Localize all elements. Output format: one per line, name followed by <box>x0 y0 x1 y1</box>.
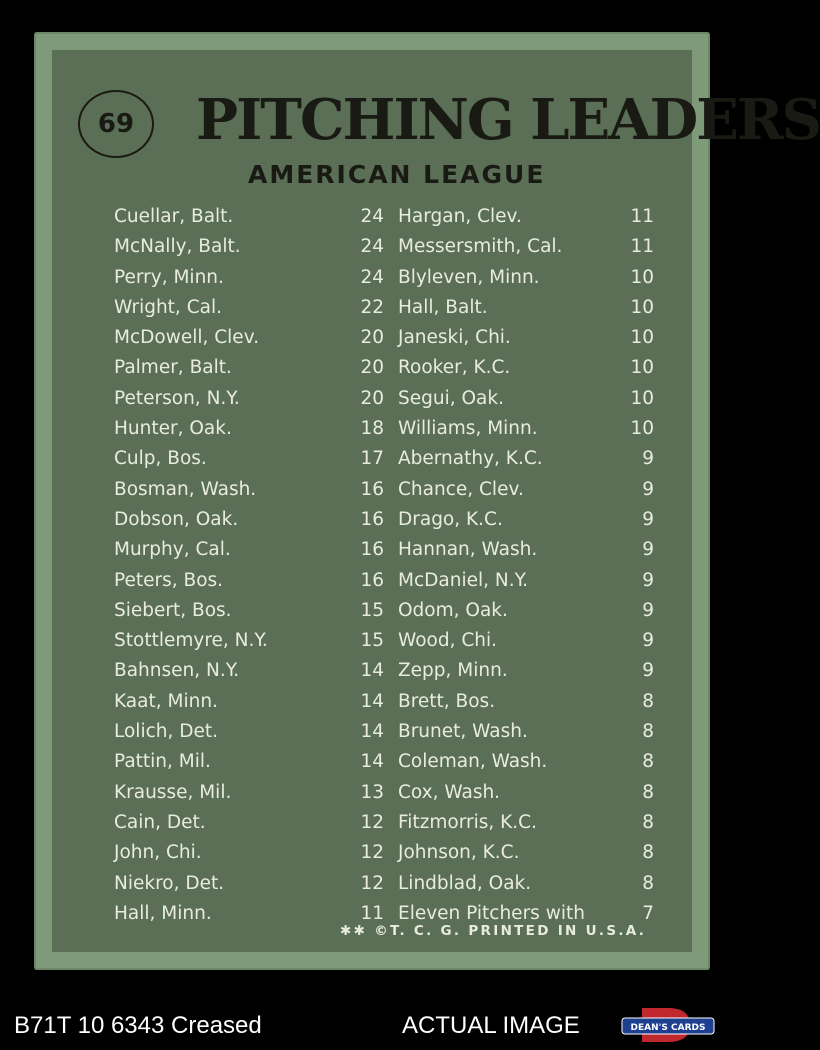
leader-row <box>114 570 674 600</box>
right-pitcher-name: Fitzmorris, K.C. <box>398 811 537 833</box>
left-pitcher-wins: 14 <box>360 721 384 743</box>
logo-text: DEAN'S CARDS <box>630 1023 706 1033</box>
right-pitcher-wins: 9 <box>642 539 654 561</box>
card-number: 69 <box>78 90 154 158</box>
right-pitcher-name: Cox, Wash. <box>398 781 501 803</box>
left-pitcher-wins: 16 <box>360 539 384 561</box>
left-pitcher-name: Peters, Bos. <box>114 569 224 591</box>
left-pitcher-name: Bahnsen, N.Y. <box>114 660 240 682</box>
leader-row <box>114 600 674 630</box>
leader-row <box>114 782 674 812</box>
right-pitcher-name: Brett, Bos. <box>398 690 496 712</box>
item-code-caption: B71T 10 6343 Creased <box>14 1012 262 1039</box>
left-pitcher-wins: 20 <box>360 357 384 379</box>
left-pitcher-wins: 20 <box>360 387 384 409</box>
left-pitcher-name: Niekro, Det. <box>114 872 225 894</box>
right-pitcher-wins: 11 <box>630 236 654 258</box>
left-pitcher-name: Krausse, Mil. <box>114 781 232 803</box>
right-pitcher-name: Lindblad, Oak. <box>398 872 532 894</box>
left-pitcher-name: Culp, Bos. <box>114 448 207 470</box>
right-pitcher-name: Odom, Oak. <box>398 599 508 621</box>
right-pitcher-wins: 10 <box>630 266 654 288</box>
leader-row <box>114 267 674 297</box>
right-pitcher-wins: 9 <box>642 448 654 470</box>
right-pitcher-wins: 8 <box>642 690 654 712</box>
left-pitcher-name: Kaat, Minn. <box>114 690 218 712</box>
right-pitcher-name: Williams, Minn. <box>398 418 538 440</box>
left-pitcher-name: John, Chi. <box>114 842 202 864</box>
right-pitcher-name: Eleven Pitchers with <box>398 902 585 924</box>
left-pitcher-name: Cain, Det. <box>114 811 206 833</box>
left-pitcher-name: McDowell, Clev. <box>114 327 260 349</box>
leader-row <box>114 418 674 448</box>
right-pitcher-wins: 9 <box>642 599 654 621</box>
left-pitcher-wins: 12 <box>360 872 384 894</box>
left-pitcher-name: Hall, Minn. <box>114 902 212 924</box>
right-pitcher-wins: 8 <box>642 811 654 833</box>
left-pitcher-wins: 15 <box>360 599 384 621</box>
right-pitcher-wins: 8 <box>642 721 654 743</box>
copyright-footer: ✱✱ ©T. C. G. PRINTED IN U.S.A. <box>340 923 647 939</box>
right-pitcher-wins: 8 <box>642 781 654 803</box>
left-pitcher-wins: 12 <box>360 842 384 864</box>
leader-row <box>114 327 674 357</box>
right-pitcher-wins: 8 <box>642 751 654 773</box>
right-pitcher-wins: 9 <box>642 508 654 530</box>
leader-row <box>114 479 674 509</box>
right-pitcher-name: Drago, K.C. <box>398 508 503 530</box>
left-pitcher-wins: 24 <box>360 266 384 288</box>
leader-row <box>114 812 674 842</box>
left-pitcher-wins: 24 <box>360 206 384 227</box>
right-pitcher-name: Zepp, Minn. <box>398 660 508 682</box>
right-pitcher-name: Brunet, Wash. <box>398 721 528 743</box>
left-pitcher-wins: 17 <box>360 448 384 470</box>
right-pitcher-wins: 10 <box>630 327 654 349</box>
left-pitcher-wins: 18 <box>360 418 384 440</box>
deans-cards-logo <box>620 1006 716 1044</box>
left-pitcher-wins: 16 <box>360 569 384 591</box>
left-pitcher-name: Murphy, Cal. <box>114 539 231 561</box>
left-pitcher-name: Lolich, Det. <box>114 721 218 743</box>
right-pitcher-wins: 10 <box>630 296 654 318</box>
card-title: PITCHING LEADERS <box>196 87 820 153</box>
right-pitcher-wins: 9 <box>642 660 654 682</box>
right-pitcher-wins: 9 <box>642 569 654 591</box>
left-pitcher-wins: 13 <box>360 781 384 803</box>
left-pitcher-name: Dobson, Oak. <box>114 508 239 530</box>
left-pitcher-wins: 14 <box>360 690 384 712</box>
right-pitcher-name: Wood, Chi. <box>398 630 498 652</box>
card-panel <box>52 50 820 952</box>
left-pitcher-wins: 15 <box>360 630 384 652</box>
right-pitcher-wins: 7 <box>642 902 654 924</box>
left-pitcher-name: Perry, Minn. <box>114 266 224 288</box>
leader-row <box>114 448 674 478</box>
leader-row <box>114 721 674 751</box>
leaders-table <box>114 206 674 933</box>
left-pitcher-wins: 20 <box>360 327 384 349</box>
right-pitcher-name: Hargan, Clev. <box>398 206 522 227</box>
right-pitcher-name: McDaniel, N.Y. <box>398 569 529 591</box>
leader-row <box>114 388 674 418</box>
right-pitcher-wins: 8 <box>642 872 654 894</box>
right-pitcher-name: Janeski, Chi. <box>398 327 511 349</box>
right-pitcher-wins: 11 <box>630 206 654 227</box>
leader-row <box>114 297 674 327</box>
right-pitcher-name: Rooker, K.C. <box>398 357 511 379</box>
right-pitcher-wins: 9 <box>642 478 654 500</box>
leader-row <box>114 357 674 387</box>
leader-row <box>114 660 674 690</box>
left-pitcher-wins: 14 <box>360 660 384 682</box>
left-pitcher-wins: 16 <box>360 478 384 500</box>
left-pitcher-wins: 22 <box>360 296 384 318</box>
right-pitcher-name: Messersmith, Cal. <box>398 236 563 258</box>
right-pitcher-wins: 8 <box>642 842 654 864</box>
leader-row <box>114 842 674 872</box>
right-pitcher-name: Chance, Clev. <box>398 478 524 500</box>
left-pitcher-wins: 11 <box>360 902 384 924</box>
left-pitcher-name: Cuellar, Balt. <box>114 206 234 227</box>
leader-row <box>114 691 674 721</box>
right-pitcher-name: Coleman, Wash. <box>398 751 548 773</box>
right-pitcher-name: Johnson, K.C. <box>398 842 520 864</box>
right-pitcher-wins: 9 <box>642 630 654 652</box>
left-pitcher-wins: 24 <box>360 236 384 258</box>
right-pitcher-name: Segui, Oak. <box>398 387 504 409</box>
left-pitcher-wins: 12 <box>360 811 384 833</box>
leader-row <box>114 509 674 539</box>
leader-row <box>114 539 674 569</box>
right-pitcher-name: Hannan, Wash. <box>398 539 538 561</box>
right-pitcher-wins: 10 <box>630 387 654 409</box>
left-pitcher-name: Hunter, Oak. <box>114 418 232 440</box>
right-pitcher-wins: 10 <box>630 418 654 440</box>
left-pitcher-name: Bosman, Wash. <box>114 478 257 500</box>
left-pitcher-name: Stottlemyre, N.Y. <box>114 630 268 652</box>
right-pitcher-name: Hall, Balt. <box>398 296 488 318</box>
right-pitcher-wins: 10 <box>630 357 654 379</box>
right-pitcher-name: Abernathy, K.C. <box>398 448 543 470</box>
actual-image-caption: ACTUAL IMAGE <box>402 1012 580 1039</box>
leader-row <box>114 751 674 781</box>
left-pitcher-wins: 16 <box>360 508 384 530</box>
left-pitcher-name: Siebert, Bos. <box>114 599 232 621</box>
leader-row <box>114 630 674 660</box>
left-pitcher-name: Wright, Cal. <box>114 296 222 318</box>
leader-row <box>114 206 674 236</box>
left-pitcher-name: Pattin, Mil. <box>114 751 211 773</box>
card-border <box>34 32 820 970</box>
left-pitcher-name: Peterson, N.Y. <box>114 387 240 409</box>
leader-row <box>114 873 674 903</box>
right-pitcher-name: Blyleven, Minn. <box>398 266 540 288</box>
left-pitcher-name: McNally, Balt. <box>114 236 241 258</box>
card-subtitle: AMERICAN LEAGUE <box>248 160 546 189</box>
left-pitcher-name: Palmer, Balt. <box>114 357 232 379</box>
leader-row <box>114 236 674 266</box>
left-pitcher-wins: 14 <box>360 751 384 773</box>
